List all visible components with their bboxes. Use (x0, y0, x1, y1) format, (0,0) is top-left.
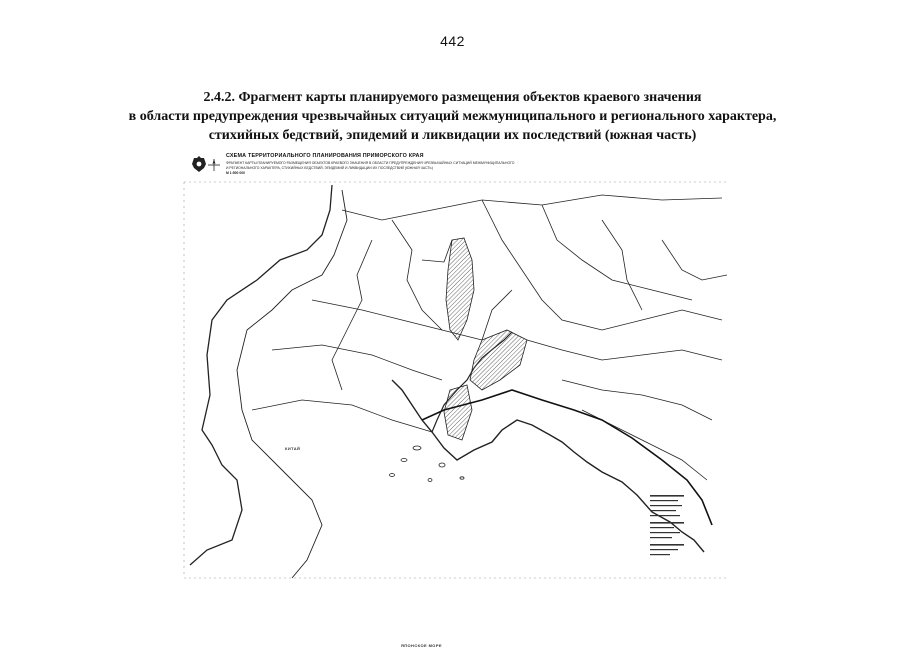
china-label: КИТАЙ (285, 446, 301, 451)
title-line-3: стихийных бедствий, эпидемий и ликвидации их последствий (южная часть) (208, 128, 697, 143)
map-scale: М 1:500 000 (226, 171, 246, 175)
north-arrow-icon (208, 159, 220, 171)
document-title (40, 88, 865, 145)
islands (390, 446, 465, 482)
coat-of-arms-icon (192, 156, 206, 172)
title-line-2: в области предупреждения чрезвычайных ситуаций межмуниципального и регионального характера, (128, 109, 777, 124)
page-number: 442 (440, 33, 465, 49)
map-legend (650, 495, 684, 555)
map-header (182, 150, 730, 180)
map-heading: СХЕМА ТЕРРИТОРИАЛЬНОГО ПЛАНИРОВАНИЯ ПРИМОРСКОГО КРАЯ (226, 153, 424, 159)
map-frame (182, 150, 730, 648)
sea-label: ЯПОНСКОЕ МОРЕ (401, 643, 442, 648)
western-inner-border (237, 190, 347, 578)
title-line-1: 2.4.2. Фрагмент карты планируемого размещения объектов краевого значения (203, 90, 702, 105)
map-subheading-line-1: ФРАГМЕНТ КАРТЫ ПЛАНИРУЕМОГО РАЗМЕЩЕНИЯ ОБЪЕКТОВ КРАЕВОГО ЗНАЧЕНИЯ В ОБЛАСТИ ПРЕДУПРЕЖДЕНИЯ ЧРЕЗВЫЧАЙНЫХ СИТУАЦИЙ МЕЖМУНИЦИПАЛЬНОГО (226, 161, 515, 165)
hatched-area-3 (444, 385, 472, 440)
hatched-area-1 (446, 238, 474, 340)
western-border (190, 185, 332, 565)
map-drawing (182, 180, 730, 582)
map-subheading-line-2: И РЕГИОНАЛЬНОГО ХАРАКТЕРА, СТИХИЙНЫХ БЕДСТВИЙ, ЭПИДЕМИЙ И ЛИКВИДАЦИИ ИХ ПОСЛЕДСТВИЙ (ЮЖНАЯ ЧАСТЬ) (226, 166, 433, 170)
